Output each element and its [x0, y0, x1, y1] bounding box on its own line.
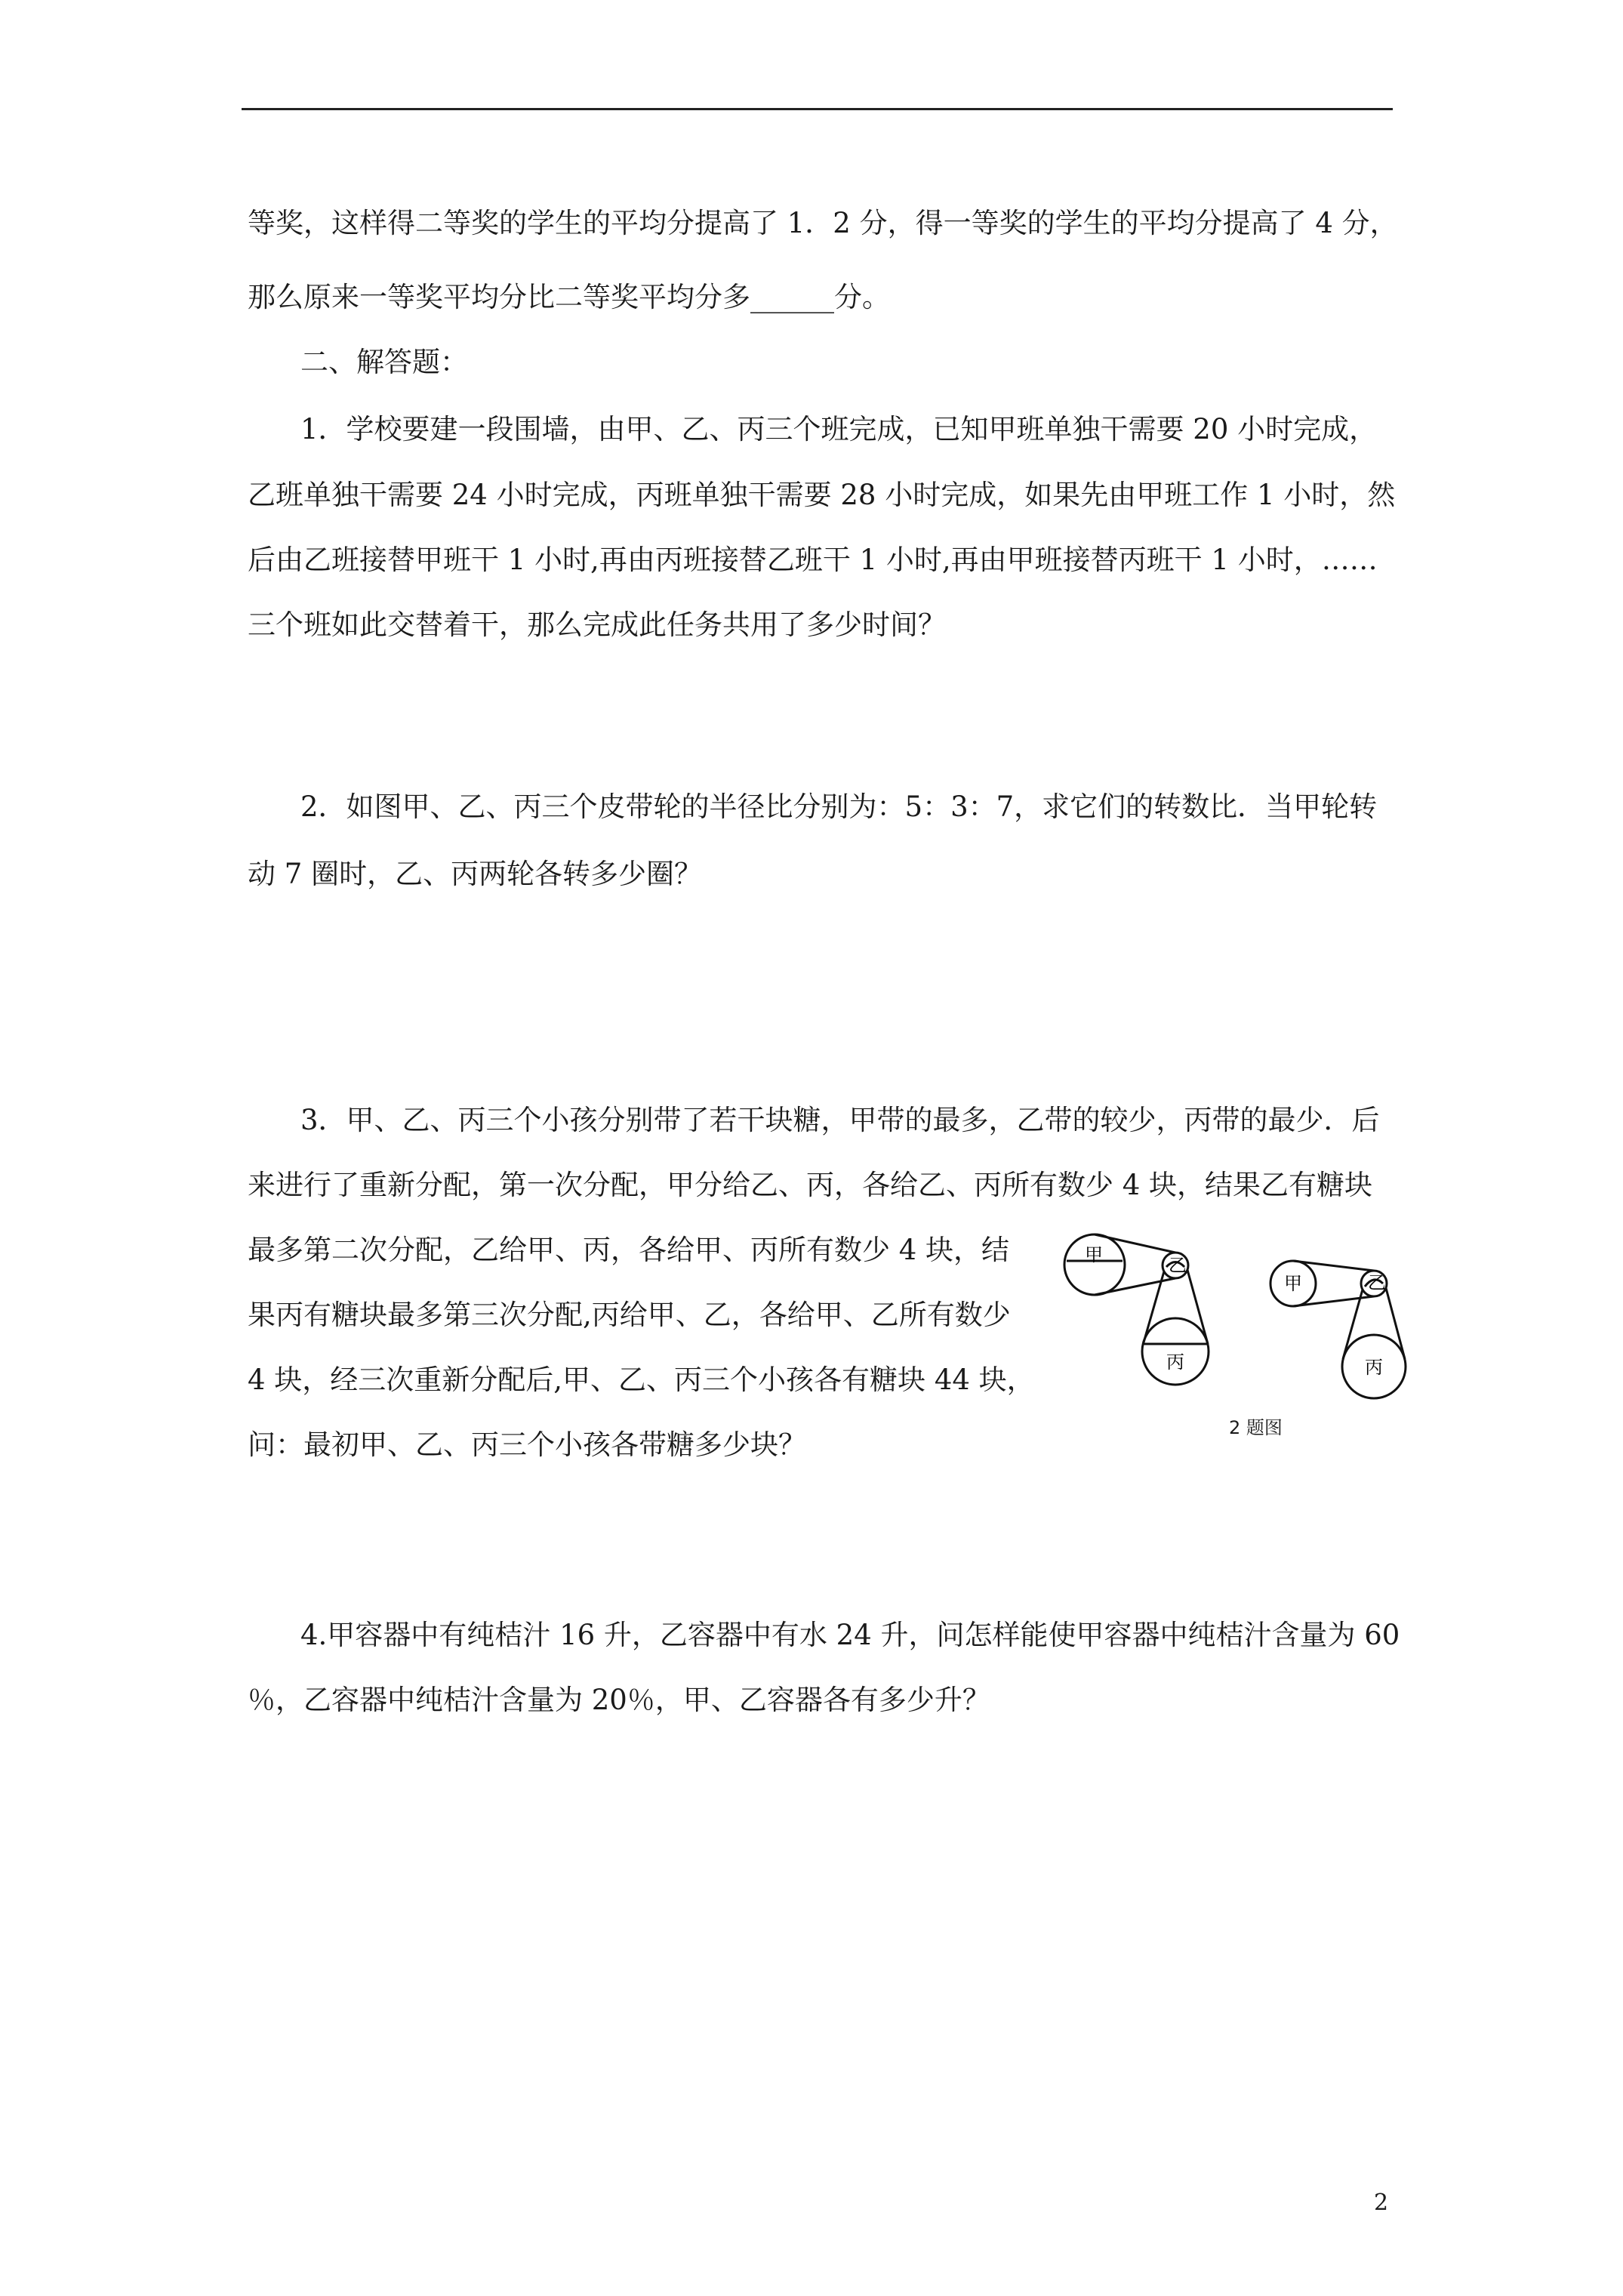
- header-rule: [242, 108, 1393, 110]
- text-line: 1．学校要建一段围墙，由甲、乙、丙三个班完成，已知甲班单独干需要 20 小时完成，: [300, 413, 1378, 445]
- belt-pulley-figure: [1053, 1223, 1415, 1450]
- text-line: 3．甲、乙、丙三个小孩分别带了若干块糖，甲带的最多，乙带的较少，丙带的最少．后: [300, 1104, 1380, 1136]
- text-line: 果丙有糖块最多第三次分配,丙给甲、乙，各给甲、乙所有数少: [248, 1299, 1011, 1331]
- belt-line: [1095, 1278, 1175, 1295]
- text-line: 最多第二次分配，乙给甲、丙，各给甲、丙所有数少 4 块，结: [248, 1234, 1010, 1266]
- wheel-label: 丙: [1365, 1357, 1383, 1378]
- text-line: 2．如图甲、乙、丙三个皮带轮的半径比分别为：5：3：7，求它们的转数比．当甲轮转: [300, 791, 1378, 823]
- text-line: 4.甲容器中有纯桔汁 16 升，乙容器中有水 24 升，问怎样能使甲容器中纯桔汁含量为 60: [300, 1619, 1400, 1651]
- text-line: 来进行了重新分配，第一次分配，甲分给乙、丙，各给乙、丙所有数少 4 块，结果乙有糖块: [248, 1169, 1373, 1201]
- text-line: 等奖，这样得二等奖的学生的平均分提高了 1．2 分，得一等奖的学生的平均分提高了 4 分，: [248, 207, 1398, 239]
- text-line: 问：最初甲、乙、丙三个小孩各带糖多少块？: [248, 1428, 806, 1461]
- figure-caption: 2 题图: [1229, 1417, 1283, 1438]
- belt-line: [1293, 1261, 1374, 1271]
- wheel-label: 丙: [1166, 1351, 1184, 1373]
- belt-line: [1386, 1288, 1405, 1359]
- wheel-label: 乙: [1368, 1272, 1386, 1293]
- belt-line: [1187, 1270, 1208, 1344]
- belt-line: [1095, 1234, 1175, 1253]
- page-number: 2: [1374, 2190, 1389, 2216]
- text-line: 动 7 圈时，乙、丙两轮各转多少圈？: [248, 858, 703, 890]
- wheel-label: 甲: [1085, 1244, 1103, 1265]
- belt-line: [1293, 1296, 1374, 1306]
- wheel-label: 甲: [1284, 1273, 1302, 1294]
- text-line: 那么原来一等奖平均分比二等奖平均分多______分。: [248, 281, 890, 313]
- wheel-label: 乙: [1169, 1255, 1187, 1276]
- text-line: 三个班如此交替着干，那么完成此任务共用了多少时间？: [248, 609, 946, 641]
- text-line: 后由乙班接替甲班干 1 小时,再由丙班接替乙班干 1 小时,再由甲班接替丙班干 1 小时，……: [248, 544, 1378, 576]
- text-line: 4 块，经三次重新分配后,甲、乙、丙三个小孩各有糖块 44 块，: [248, 1364, 1035, 1396]
- section-heading: 二、解答题：: [300, 346, 468, 378]
- text-line: ％，乙容器中纯桔汁含量为 20％，甲、乙容器各有多少升？: [248, 1684, 990, 1716]
- belt-pulley-diagram: [1053, 1223, 1415, 1450]
- text-line: 乙班单独干需要 24 小时完成，丙班单独干需要 28 小时完成，如果先由甲班工作 1 小时，然: [248, 479, 1396, 511]
